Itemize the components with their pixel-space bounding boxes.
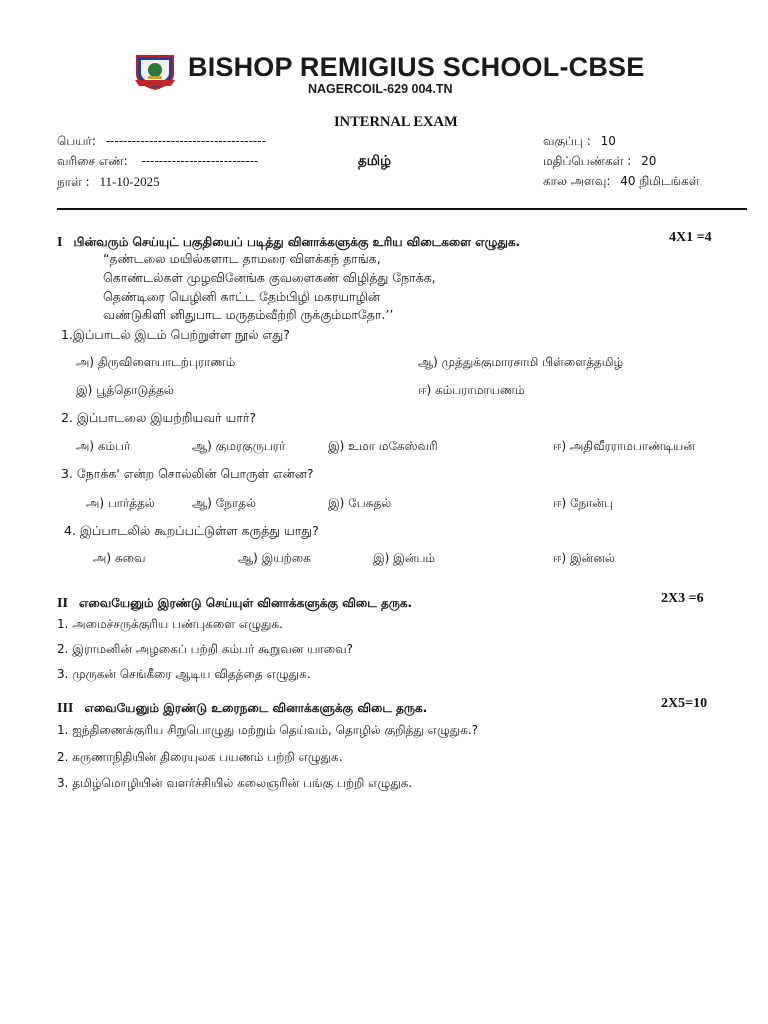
poem-line: கொண்டல்கள் முழவினேங்க குவளைகண் விழித்து நோக்க, xyxy=(103,270,436,285)
exam-title: INTERNAL EXAM xyxy=(334,114,458,130)
question-4: 4. இப்பாடலில் கூறப்பட்டுள்ள கருத்து யாது? xyxy=(64,523,319,538)
name-field xyxy=(57,134,266,150)
q3-option-c: இ) பேசுதல் xyxy=(328,496,392,510)
section1-marks: 4X1 =4 xyxy=(669,230,712,245)
q2-option-d: ஈ) அதிவீரராமபாண்டியன் xyxy=(553,439,695,453)
marks-value: 20 xyxy=(641,154,657,168)
q2-option-b: ஆ) குமரகுருபரர் xyxy=(192,439,286,453)
poem-line: தெண்டிரை யெழினி காட்ட தேம்பிழி மகரயாழின் xyxy=(103,289,381,304)
section3-instruction: எவையேனும் இரண்டு உரைநடை வினாக்களுக்கு விடை தருக. xyxy=(84,701,428,715)
marks-label: மதிப்பெண்கள் : xyxy=(543,154,632,168)
question-1: 1.இப்பாடல் இடம் பெற்றுள்ள நூல் எது? xyxy=(61,327,290,342)
section2-item-1: 1. அமைச்சருக்குரிய பண்புகளை எழுதுக. xyxy=(57,617,283,631)
time-label: கால அளவு: xyxy=(543,174,611,188)
q1-option-a: அ) திருவிளையாடற்புராணம் xyxy=(76,355,236,369)
section3-item-1: 1. ஐந்திணைக்குரிய சிறுபொழுது மற்றும் தெய்வம், தொழில் குறித்து எழுதுக.? xyxy=(57,723,479,737)
q1-option-c: இ) பூத்தொடுத்தல் xyxy=(76,383,174,397)
section2-marks: 2X3 =6 xyxy=(661,591,704,606)
q1-option-b: ஆ) முத்துக்குமாரசாமி பிள்ளைத்தமிழ் xyxy=(418,355,624,369)
q2-option-a: அ) கம்பர் xyxy=(76,439,131,453)
q3-option-b: ஆ) நோதல் xyxy=(192,496,256,510)
section2-instruction: எவையேனும் இரண்டு செய்யுள் வினாக்களுக்கு விடை தருக. xyxy=(79,596,413,610)
name-blank: ------------------------------------- xyxy=(105,134,266,148)
section3-item-2: 2. கருணாநிதியின் திரையுலக பயணம் பற்றி எழுதுக. xyxy=(57,750,343,764)
date-label: நாள் : xyxy=(57,175,90,189)
question-3: 3. நோக்க' என்ற சொல்லின் பொருள் என்ன? xyxy=(61,466,314,481)
section1-numeral: I xyxy=(57,235,63,250)
poem-line: வண்டுகிளி னிதுபாட மருதம்வீற்றி ருக்கும்மாதோ.’’ xyxy=(103,307,394,322)
section3-numeral: III xyxy=(57,701,74,716)
section2-heading xyxy=(57,592,412,612)
q4-option-d: ஈ) இன்னல் xyxy=(553,551,615,565)
class-value: 10 xyxy=(600,134,616,148)
school-address: NAGERCOIL-629 004.TN xyxy=(308,82,453,96)
section3-marks: 2X5=10 xyxy=(661,696,708,711)
section2-item-3: 3. முருகன் செங்கீரை ஆடிய விதத்தை எழுதுக. xyxy=(57,667,311,681)
q1-option-d: ஈ) கம்பராமாயணம் xyxy=(418,383,525,397)
section1-heading xyxy=(57,231,520,251)
marks-field xyxy=(543,154,656,170)
q3-option-a: அ) பார்த்தல் xyxy=(86,496,155,510)
q4-option-a: அ) சுவை xyxy=(93,551,146,565)
class-label: வகுப்பு : xyxy=(543,134,591,148)
question-2: 2. இப்பாடலை இயற்றியவர் யார்? xyxy=(61,410,257,425)
section2-numeral: II xyxy=(57,596,68,611)
class-field xyxy=(543,134,616,150)
q4-option-b: ஆ) இயற்கை xyxy=(238,551,311,565)
poem-line: “தண்டலை மயில்களாட தாமரை விளக்கந் தாங்க, xyxy=(103,251,381,266)
section2-item-2: 2. இராமனின் அழகைப் பற்றி கம்பர் கூறுவன யாவை? xyxy=(57,642,353,656)
roll-label: வரிசை எண்: xyxy=(57,154,128,168)
header-divider xyxy=(57,208,747,210)
date-value: 11-10-2025 xyxy=(99,174,160,189)
q4-option-c: இ) இன்பம் xyxy=(373,551,436,565)
roll-field xyxy=(57,154,258,170)
school-crest-logo xyxy=(133,50,177,90)
section1-instruction: பின்வரும் செய்யுட் பகுதியைப் படித்து வினாக்களுக்கு உரிய விடைகளை எழுதுக. xyxy=(73,235,521,249)
time-value: 40 நிமிடங்கள் xyxy=(620,174,700,188)
q3-option-d: ஈ) நோன்பு xyxy=(553,496,614,510)
name-label: பெயர்: xyxy=(57,134,96,148)
section3-heading xyxy=(57,697,427,717)
q2-option-c: இ) உமா மகேஸ்வரி xyxy=(328,439,438,453)
section3-item-3: 3. தமிழ்மொழியின் வளர்ச்சியில் கலைஞரின் பங்கு பற்றி எழுதுக. xyxy=(57,776,413,790)
date-field xyxy=(57,174,160,191)
time-field xyxy=(543,174,700,190)
roll-blank: --------------------------- xyxy=(141,154,259,168)
subject-title: தமிழ் xyxy=(358,153,391,169)
school-name: BISHOP REMIGIUS SCHOOL-CBSE xyxy=(188,52,645,82)
